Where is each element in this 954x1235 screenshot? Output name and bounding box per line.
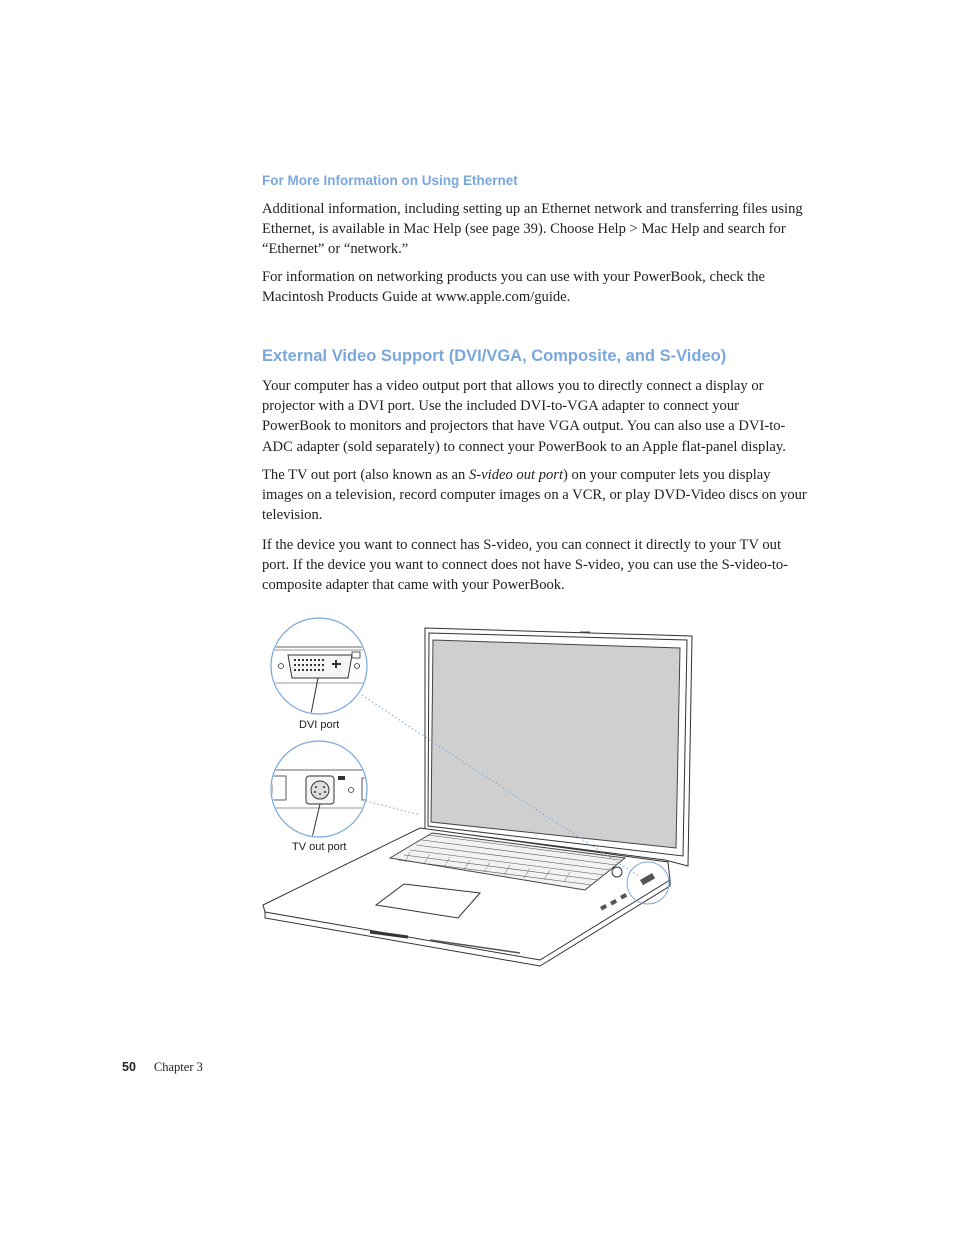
- ethernet-info-paragraph: Additional information, including setting up an Ethernet network and transferring files using Ethernet, is available in Mac Help (see page 39). Choose Help > Mac Help and search for “Ethernet” or “network.”: [262, 201, 803, 258]
- svideo-term: S-video out port: [469, 467, 564, 483]
- laptop-lid: [425, 628, 692, 866]
- dvi-port-label: DVI port: [299, 719, 340, 731]
- video-output-paragraph: Your computer has a video output port that allows you to directly connect a display or projector with a DVI port. Use the included DVI-to-VGA adapter to connect your PowerBook to monitors and projectors that have VGA output. You can also use a DVI-to-ADC adapter (sold separately) to connect your PowerBook to an Apple flat-panel display.: [262, 378, 786, 455]
- svideo-adapter-paragraph: If the device you want to connect has S-video, you can connect it directly to your TV out port. If the device you want to connect does not have S-video, you can use the S-video-to-composite adapter that came with your PowerBook.: [262, 537, 789, 594]
- chapter-label: Chapter 3: [153, 1060, 203, 1074]
- page-number: 50: [122, 1060, 136, 1074]
- tv-out-text-end: ) on your computer lets you display images on a television, record computer images on a VCR, or play DVD-Video discs on your television.: [262, 467, 807, 524]
- page-footer: [122, 1060, 203, 1075]
- power-button: [612, 867, 622, 877]
- tv-out-paragraph: [262, 465, 807, 526]
- tv-out-port-callout: [268, 741, 370, 838]
- tv-out-port-label: TV out port: [292, 841, 347, 853]
- external-video-heading: External Video Support (DVI/VGA, Composite, and S-Video): [262, 347, 727, 365]
- powerbook-illustration: [258, 612, 708, 982]
- dvi-port-callout: [268, 618, 370, 714]
- networking-products-paragraph: For information on networking products you can use with your PowerBook, check the Macintosh Products Guide at www.apple.com/guide.: [262, 269, 765, 306]
- tv-out-text-start: The TV out port (also known as an: [262, 467, 469, 483]
- ethernet-info-subheading: For More Information on Using Ethernet: [262, 173, 518, 188]
